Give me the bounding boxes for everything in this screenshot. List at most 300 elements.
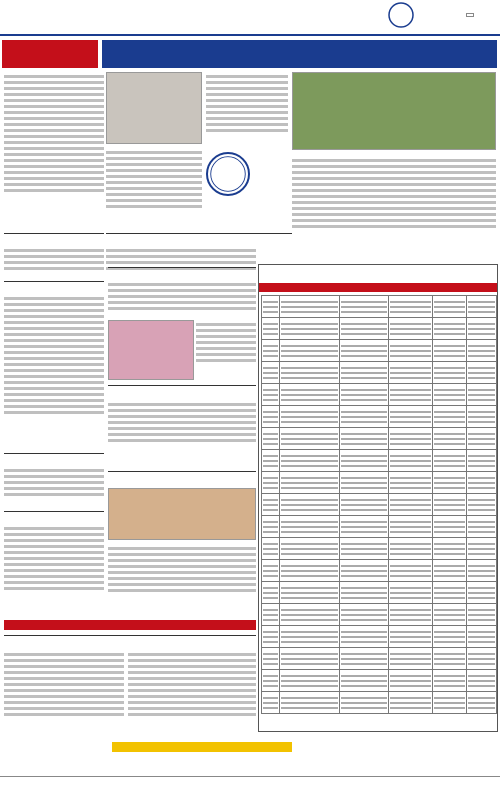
text-placeholder-line	[341, 477, 388, 479]
ad-table-cell	[433, 560, 467, 582]
mid-text-center	[106, 246, 256, 274]
ad-table-cell	[467, 604, 497, 626]
text-placeholder-line	[390, 653, 431, 655]
text-placeholder-line	[468, 653, 495, 655]
text-placeholder-line	[434, 531, 465, 533]
text-placeholder-line	[434, 619, 465, 621]
text-placeholder-line	[341, 377, 388, 379]
text-placeholder-line	[468, 421, 495, 423]
text-placeholder-line	[434, 345, 465, 347]
text-placeholder-line	[434, 609, 465, 611]
ad-table-cell	[339, 516, 389, 538]
text-placeholder-line	[281, 460, 338, 462]
text-placeholder-line	[281, 702, 338, 704]
text-placeholder-line	[468, 411, 495, 413]
text-placeholder-line	[434, 411, 465, 413]
text-placeholder-line	[263, 455, 278, 457]
text-placeholder-line	[263, 416, 278, 418]
ad-table-cell	[467, 450, 497, 472]
text-placeholder-line	[390, 306, 431, 308]
ad-table-cell	[467, 472, 497, 494]
ad-table-cell	[467, 384, 497, 406]
text-placeholder-line	[341, 702, 388, 704]
text-placeholder-line	[281, 531, 338, 533]
ad-table-cell	[339, 648, 389, 670]
ad-table-cell	[339, 670, 389, 692]
text-placeholder-line	[263, 680, 278, 682]
text-placeholder-line	[263, 389, 278, 391]
text-placeholder-line	[390, 465, 431, 467]
text-placeholder-line	[263, 355, 278, 357]
text-placeholder-line	[281, 521, 338, 523]
text-placeholder-line	[434, 487, 465, 489]
text-placeholder-line	[341, 399, 388, 401]
ad-table-cell	[467, 538, 497, 560]
text-placeholder-line	[390, 311, 431, 313]
text-placeholder-line	[263, 531, 278, 533]
text-placeholder-line	[263, 553, 278, 555]
text-placeholder-line	[281, 658, 338, 660]
text-placeholder-line	[468, 372, 495, 374]
text-placeholder-line	[281, 301, 338, 303]
text-placeholder-line	[341, 653, 388, 655]
text-placeholder-line	[263, 685, 278, 687]
ad-table-cell	[339, 428, 389, 450]
text-placeholder-line	[390, 702, 431, 704]
text-placeholder-line	[434, 306, 465, 308]
text-placeholder-line	[281, 543, 338, 545]
ad-table-cell	[389, 604, 433, 626]
ad-table-cell	[433, 296, 467, 318]
text-placeholder-line	[263, 697, 278, 699]
ad-table-cell	[339, 538, 389, 560]
text-placeholder-line	[390, 553, 431, 555]
text-placeholder-line	[434, 328, 465, 330]
text-placeholder-line	[263, 477, 278, 479]
ad-table-cell	[339, 362, 389, 384]
text-placeholder-line	[341, 350, 388, 352]
ad-table-cell	[262, 626, 280, 648]
text-placeholder-line	[281, 504, 338, 506]
bank-advertisement	[258, 264, 498, 732]
text-placeholder-line	[468, 460, 495, 462]
text-placeholder-line	[341, 680, 388, 682]
ad-table-cell	[433, 472, 467, 494]
ad-table-cell	[389, 450, 433, 472]
text-placeholder-line	[341, 328, 388, 330]
text-placeholder-line	[390, 614, 431, 616]
text-placeholder-line	[390, 443, 431, 445]
text-placeholder-line	[281, 482, 338, 484]
text-placeholder-line	[468, 311, 495, 313]
text-placeholder-line	[468, 499, 495, 501]
text-placeholder-line	[281, 680, 338, 682]
ad-table-cell	[389, 626, 433, 648]
ad-table-row	[262, 582, 497, 604]
text-placeholder-line	[341, 301, 388, 303]
text-placeholder-line	[281, 631, 338, 633]
text-placeholder-line	[263, 333, 278, 335]
text-placeholder-line	[468, 619, 495, 621]
ad-table-cell	[389, 670, 433, 692]
text-placeholder-line	[341, 658, 388, 660]
text-placeholder-line	[263, 653, 278, 655]
ad-table-cell	[433, 626, 467, 648]
ad-table-cell	[279, 296, 339, 318]
ad-table-row	[262, 604, 497, 626]
text-placeholder-line	[281, 345, 338, 347]
ad-table-cell	[433, 538, 467, 560]
ad-table-cell	[279, 648, 339, 670]
text-placeholder-line	[341, 707, 388, 709]
ad-table-cell	[433, 406, 467, 428]
text-placeholder-line	[281, 636, 338, 638]
left-headline-2	[4, 280, 104, 282]
mid-text-left	[4, 246, 104, 274]
ad-table-cell	[279, 472, 339, 494]
left-column-story-2	[4, 294, 104, 444]
ad-table-cell	[262, 670, 280, 692]
festival-headline	[108, 384, 256, 386]
ad-table-cell	[433, 494, 467, 516]
text-placeholder-line	[281, 477, 338, 479]
text-placeholder-line	[434, 509, 465, 511]
text-placeholder-line	[468, 592, 495, 594]
text-placeholder-line	[263, 509, 278, 511]
text-placeholder-line	[390, 477, 431, 479]
ad-table-row	[262, 450, 497, 472]
text-placeholder-line	[390, 460, 431, 462]
text-placeholder-line	[263, 433, 278, 435]
center-story-3	[108, 280, 256, 318]
text-placeholder-line	[434, 658, 465, 660]
text-placeholder-line	[434, 372, 465, 374]
text-placeholder-line	[468, 575, 495, 577]
text-placeholder-line	[281, 548, 338, 550]
ad-table-row	[262, 670, 497, 692]
ad-table-cell	[433, 318, 467, 340]
ad-table-cell	[279, 582, 339, 604]
ad-table-cell	[389, 340, 433, 362]
text-placeholder-line	[434, 455, 465, 457]
ad-table-cell	[279, 670, 339, 692]
ad-table-cell	[262, 692, 280, 714]
text-placeholder-line	[281, 372, 338, 374]
ad-table-cell	[279, 340, 339, 362]
bottom-kicker	[4, 620, 256, 630]
text-placeholder-line	[468, 531, 495, 533]
text-placeholder-line	[434, 323, 465, 325]
text-placeholder-line	[390, 377, 431, 379]
ad-table-cell	[279, 384, 339, 406]
text-placeholder-line	[263, 592, 278, 594]
ad-table-cell	[467, 406, 497, 428]
text-placeholder-line	[281, 306, 338, 308]
text-placeholder-line	[390, 641, 431, 643]
ad-table-cell	[339, 626, 389, 648]
text-placeholder-line	[341, 487, 388, 489]
text-placeholder-line	[281, 355, 338, 357]
text-placeholder-line	[263, 367, 278, 369]
text-placeholder-line	[468, 702, 495, 704]
ad-table-cell	[389, 494, 433, 516]
ad-table-row	[262, 560, 497, 582]
text-placeholder-line	[281, 465, 338, 467]
text-placeholder-line	[468, 377, 495, 379]
ad-notice-table	[261, 295, 497, 714]
left-column-story-3	[4, 466, 104, 506]
text-placeholder-line	[341, 323, 388, 325]
ad-table-cell	[262, 406, 280, 428]
text-placeholder-line	[281, 455, 338, 457]
text-placeholder-line	[390, 619, 431, 621]
ad-table-cell	[389, 472, 433, 494]
ad-table-cell	[279, 692, 339, 714]
text-placeholder-line	[390, 487, 431, 489]
text-placeholder-line	[390, 367, 431, 369]
ad-table-cell	[279, 362, 339, 384]
text-placeholder-line	[281, 697, 338, 699]
ad-table-row	[262, 516, 497, 538]
text-placeholder-line	[468, 306, 495, 308]
text-placeholder-line	[281, 333, 338, 335]
text-placeholder-line	[468, 416, 495, 418]
text-placeholder-line	[263, 499, 278, 501]
ad-table-cell	[467, 362, 497, 384]
text-placeholder-line	[263, 641, 278, 643]
text-placeholder-line	[281, 416, 338, 418]
text-placeholder-line	[434, 675, 465, 677]
text-placeholder-line	[468, 301, 495, 303]
meeting-story	[108, 544, 256, 614]
ad-table-cell	[433, 450, 467, 472]
text-placeholder-line	[390, 609, 431, 611]
text-placeholder-line	[434, 575, 465, 577]
left-column-story-4	[4, 524, 104, 614]
text-placeholder-line	[281, 421, 338, 423]
text-placeholder-line	[468, 587, 495, 589]
ad-table-cell	[467, 340, 497, 362]
ad-table-cell	[467, 670, 497, 692]
text-placeholder-line	[468, 636, 495, 638]
ad-table-cell	[279, 428, 339, 450]
text-placeholder-line	[468, 394, 495, 396]
text-placeholder-line	[281, 675, 338, 677]
text-placeholder-line	[434, 592, 465, 594]
text-placeholder-line	[434, 587, 465, 589]
ad-table-cell	[279, 538, 339, 560]
text-placeholder-line	[390, 675, 431, 677]
text-placeholder-line	[434, 350, 465, 352]
text-placeholder-line	[341, 394, 388, 396]
text-placeholder-line	[263, 394, 278, 396]
text-placeholder-line	[434, 433, 465, 435]
festival-photo	[108, 320, 194, 380]
text-placeholder-line	[281, 399, 338, 401]
text-placeholder-line	[390, 631, 431, 633]
text-placeholder-line	[468, 399, 495, 401]
text-placeholder-line	[263, 399, 278, 401]
page-number	[466, 13, 474, 17]
text-placeholder-line	[468, 697, 495, 699]
text-placeholder-line	[468, 328, 495, 330]
text-placeholder-line	[434, 631, 465, 633]
text-placeholder-line	[390, 438, 431, 440]
text-placeholder-line	[434, 526, 465, 528]
text-placeholder-line	[341, 367, 388, 369]
text-placeholder-line	[468, 345, 495, 347]
school-photo	[292, 72, 496, 150]
ad-table-cell	[433, 670, 467, 692]
ad-table-cell	[389, 582, 433, 604]
text-placeholder-line	[468, 487, 495, 489]
text-placeholder-line	[468, 438, 495, 440]
left-headline-3	[4, 452, 104, 454]
ad-table-cell	[262, 296, 280, 318]
ad-table-cell	[389, 538, 433, 560]
text-placeholder-line	[281, 614, 338, 616]
left-column-story-1	[4, 72, 104, 222]
text-placeholder-line	[390, 680, 431, 682]
text-placeholder-line	[341, 531, 388, 533]
text-placeholder-line	[263, 619, 278, 621]
ad-table-cell	[433, 604, 467, 626]
text-placeholder-line	[390, 389, 431, 391]
ad-table-cell	[433, 582, 467, 604]
text-placeholder-line	[341, 438, 388, 440]
ad-table-cell	[389, 406, 433, 428]
meeting-photo	[108, 488, 256, 540]
text-placeholder-line	[281, 565, 338, 567]
text-placeholder-line	[341, 543, 388, 545]
text-placeholder-line	[468, 504, 495, 506]
ad-table-cell	[262, 516, 280, 538]
ad-table-row	[262, 428, 497, 450]
center-headline-4	[108, 470, 256, 472]
text-placeholder-line	[468, 597, 495, 599]
text-placeholder-line	[468, 367, 495, 369]
mid-headline-2	[106, 232, 292, 234]
ad-table-row	[262, 626, 497, 648]
ad-table-cell	[389, 296, 433, 318]
ad-table-cell	[467, 582, 497, 604]
text-placeholder-line	[390, 531, 431, 533]
text-placeholder-line	[390, 411, 431, 413]
ad-table-cell	[262, 472, 280, 494]
text-placeholder-line	[341, 465, 388, 467]
text-placeholder-line	[281, 526, 338, 528]
ad-table-cell	[339, 604, 389, 626]
text-placeholder-line	[263, 465, 278, 467]
text-placeholder-line	[281, 433, 338, 435]
text-placeholder-line	[434, 301, 465, 303]
ad-table-row	[262, 296, 497, 318]
text-placeholder-line	[434, 482, 465, 484]
text-placeholder-line	[281, 389, 338, 391]
ad-table-cell	[339, 494, 389, 516]
ad-table-cell	[467, 516, 497, 538]
ad-table-cell	[262, 428, 280, 450]
ad-table-cell	[279, 626, 339, 648]
text-placeholder-line	[468, 355, 495, 357]
ad-table-row	[262, 362, 497, 384]
text-placeholder-line	[468, 685, 495, 687]
text-placeholder-line	[434, 389, 465, 391]
text-placeholder-line	[341, 455, 388, 457]
text-placeholder-line	[341, 433, 388, 435]
text-placeholder-line	[468, 477, 495, 479]
text-placeholder-line	[468, 509, 495, 511]
bottom-headline	[4, 634, 256, 636]
lead-story-text	[106, 148, 202, 228]
text-placeholder-line	[281, 487, 338, 489]
text-placeholder-line	[263, 377, 278, 379]
ad-table-row	[262, 472, 497, 494]
text-placeholder-line	[263, 460, 278, 462]
text-placeholder-line	[390, 543, 431, 545]
text-placeholder-line	[341, 499, 388, 501]
text-placeholder-line	[434, 543, 465, 545]
text-placeholder-line	[341, 460, 388, 462]
ad-table-cell	[389, 560, 433, 582]
center-story-text	[206, 72, 288, 152]
ad-table-cell	[279, 406, 339, 428]
ad-table-cell	[389, 648, 433, 670]
ad-table-cell	[467, 318, 497, 340]
text-placeholder-line	[281, 499, 338, 501]
text-placeholder-line	[390, 328, 431, 330]
text-placeholder-line	[468, 565, 495, 567]
text-placeholder-line	[341, 575, 388, 577]
mid-headline	[4, 232, 104, 234]
text-placeholder-line	[434, 680, 465, 682]
text-placeholder-line	[341, 311, 388, 313]
text-placeholder-line	[341, 411, 388, 413]
text-placeholder-line	[263, 301, 278, 303]
ad-table-cell	[467, 692, 497, 714]
text-placeholder-line	[263, 438, 278, 440]
text-placeholder-line	[390, 565, 431, 567]
text-placeholder-line	[434, 377, 465, 379]
ad-table-cell	[433, 384, 467, 406]
ad-table-cell	[339, 582, 389, 604]
ad-table-row	[262, 406, 497, 428]
text-placeholder-line	[434, 333, 465, 335]
brand-logo-icon	[388, 2, 414, 28]
text-placeholder-line	[263, 311, 278, 313]
text-placeholder-line	[390, 526, 431, 528]
festival-side-text	[196, 320, 256, 380]
text-placeholder-line	[434, 421, 465, 423]
ad-table-cell	[389, 318, 433, 340]
text-placeholder-line	[390, 521, 431, 523]
text-placeholder-line	[263, 526, 278, 528]
text-placeholder-line	[341, 597, 388, 599]
text-placeholder-line	[341, 565, 388, 567]
ad-table-cell	[467, 428, 497, 450]
text-placeholder-line	[263, 575, 278, 577]
text-placeholder-line	[281, 609, 338, 611]
text-placeholder-line	[341, 663, 388, 665]
ad-table-cell	[467, 494, 497, 516]
text-placeholder-line	[263, 570, 278, 572]
text-placeholder-line	[434, 521, 465, 523]
text-placeholder-line	[434, 663, 465, 665]
text-placeholder-line	[434, 685, 465, 687]
text-placeholder-line	[390, 421, 431, 423]
ad-table-cell	[339, 450, 389, 472]
ad-table-cell	[389, 384, 433, 406]
